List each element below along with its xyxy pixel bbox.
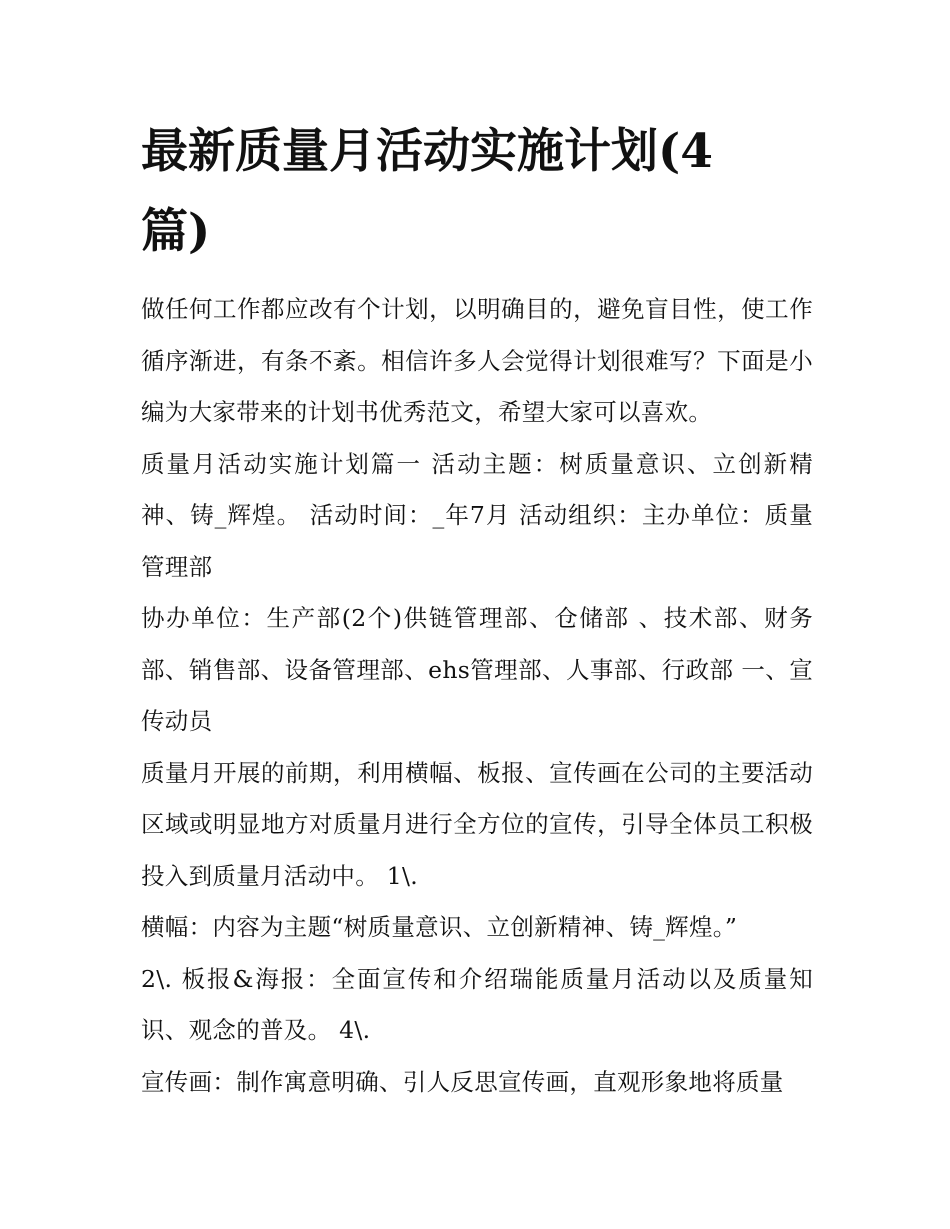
paragraph-co-organizers: 协办单位：生产部(2个)供链管理部、仓储部 、技术部、财务部、销售部、设备管理部、ehs管理部、人事部、行政部 一、宣传动员 [141, 604, 813, 735]
paragraph-activity-theme: 质量月活动实施计划篇一 活动主题：树质量意识、立创新精神、铸_辉煌。 活动时间：_年7月 活动组织：主办单位：质量管理部 [141, 449, 813, 581]
paragraph-board-poster: 2\. 板报&海报：全面宣传和介绍瑞能质量月活动以及质量知识、观念的普及。 4\. [141, 964, 813, 1044]
document-title: 最新质量月活动实施计划(4篇) [141, 124, 713, 259]
paragraph-posters: 宣传画：制作寓意明确、引人反思宣传画，直观形象地将质量 [141, 1067, 784, 1096]
document-page [141, 112, 813, 1108]
paragraph-promotion: 质量月开展的前期，利用横幅、板报、宣传画在公司的主要活动区域或明显地方对质量月进行全方位的宣传，引导全体员工积极投入到质量月活动中。 1\. [141, 758, 813, 890]
paragraph-banner: 横幅：内容为主题“树质量意识、立创新精神、铸_辉煌。” [141, 913, 738, 941]
paragraph-intro: 做任何工作都应改有个计划，以明确目的，避免盲目性，使工作循序渐进，有条不紊。相信许多人会觉得计划很难写？下面是小编为大家带来的计划书优秀范文，希望大家可以喜欢。 [141, 295, 813, 426]
